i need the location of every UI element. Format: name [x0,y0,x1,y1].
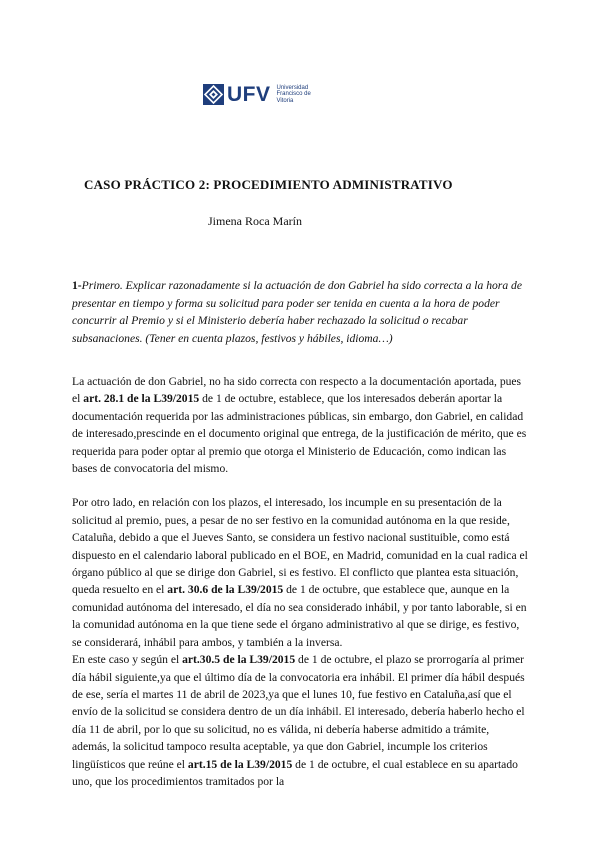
ufv-emblem-icon [203,84,224,105]
answer-body [72,373,528,790]
question-statement [72,277,532,347]
legal-reference: art. 28.1 de la L39/2015 [83,392,200,406]
legal-reference: art.30.5 de la L39/2015 [182,653,296,667]
author-name: Jimena Roca Marín [208,214,302,228]
university-name-line: Vitoria [276,97,294,104]
question-text: Primero. Explicar razonadamente si la actuación de don Gabriel ha sido correcta a la hora de presentar en tiempo y forma su solicitud para poder ser tenida en cuenta a la hora de poder concurrir al Premio y si el Ministerio debería haber rechazado la solicitud o recabar subsanaciones. (Tener en cuenta plazos, festivos y hábiles, idioma…) [72,279,522,345]
university-name [277,85,337,105]
text-segment: de 1 de octubre, el cual establece en su apartado uno, que los procedimientos tramitados por la [72,757,518,788]
legal-reference: art. 30.6 de la L39/2015 [167,583,284,597]
text-segment: de 1 de octubre, establece, que los interesados deberán aportar la documentación requerida por las administraciones públicas, sin embargo, don Gabriel, en calidad de interesado,prescinde en el documento original que entrega, de la justificación de mérito, que es requerida para poder optar al premio que otorga el Ministerio de Educación, como indican las bases de convocatoria del mismo. [72,392,527,476]
text-segment: de 1 de octubre, el plazo se prorrogaría al primer día hábil siguiente,ya que el último día de la convocatoria era inhábil. El primer día hábil después de ese, sería el martes 11 de abril de 2023,ya que el lunes 10, fue festivo en Cataluña,así que el envío de la solicitud se considera dentro de un día inhábil. El interesado, debería haberlo hecho el día 11 de abril, por lo que su solicitud, no es válida, ni debería haberse admitido a trámite, además, la solicitud tampoco resulta aceptable, ya que don Gabriel, incumple los criterios lingüísticos que reúne el [72,653,525,771]
ufv-logo [203,84,337,105]
university-name-line: Universidad [276,84,309,91]
university-name-line: Francisco de [276,91,311,98]
text-segment: En este caso y según el [72,653,183,667]
text-segment: Por otro lado, en relación con los plazos, el interesado, los incumple en su presentación de la solicitud al premio, pues, a pesar de no ser festivo en la comunidad autónoma en la que reside, Cataluña, debido a que el Jueves Santo, se considera un festivo nacional sustituible, como está dispuesto en el calendario laboral publicado en el BOE, en Madrid, comunidad en la cual radica el órgano público al que se dirige don Gabriel, si es festivo. El conflicto que plantea esta situación, queda resuelto en el [72,496,528,597]
document-title: CASO PRÁCTICO 2: PROCEDIMIENTO ADMINISTRATIVO [84,177,453,192]
answer-paragraph [72,494,528,651]
legal-reference: art.15 de la L39/2015 [187,757,293,771]
text-segment: La actuación de don Gabriel, no ha sido correcta con respecto a la documentación aportada, pues el [72,375,522,406]
question-number: 1- [72,279,82,292]
answer-paragraph [72,651,528,790]
answer-paragraph [72,373,528,477]
text-segment: de 1 de octubre, que establece que, aunque en la comunidad autónoma del interesado, el día no sea considerado inhábil, y por tanto laborable, si en la comunidad autónoma en la que tiene sede el órgano administrativo al que se dirige, es festivo, se considerará, inhábil para ambos, y también a la inversa. [72,583,527,649]
ufv-wordmark: UFV [227,83,271,106]
